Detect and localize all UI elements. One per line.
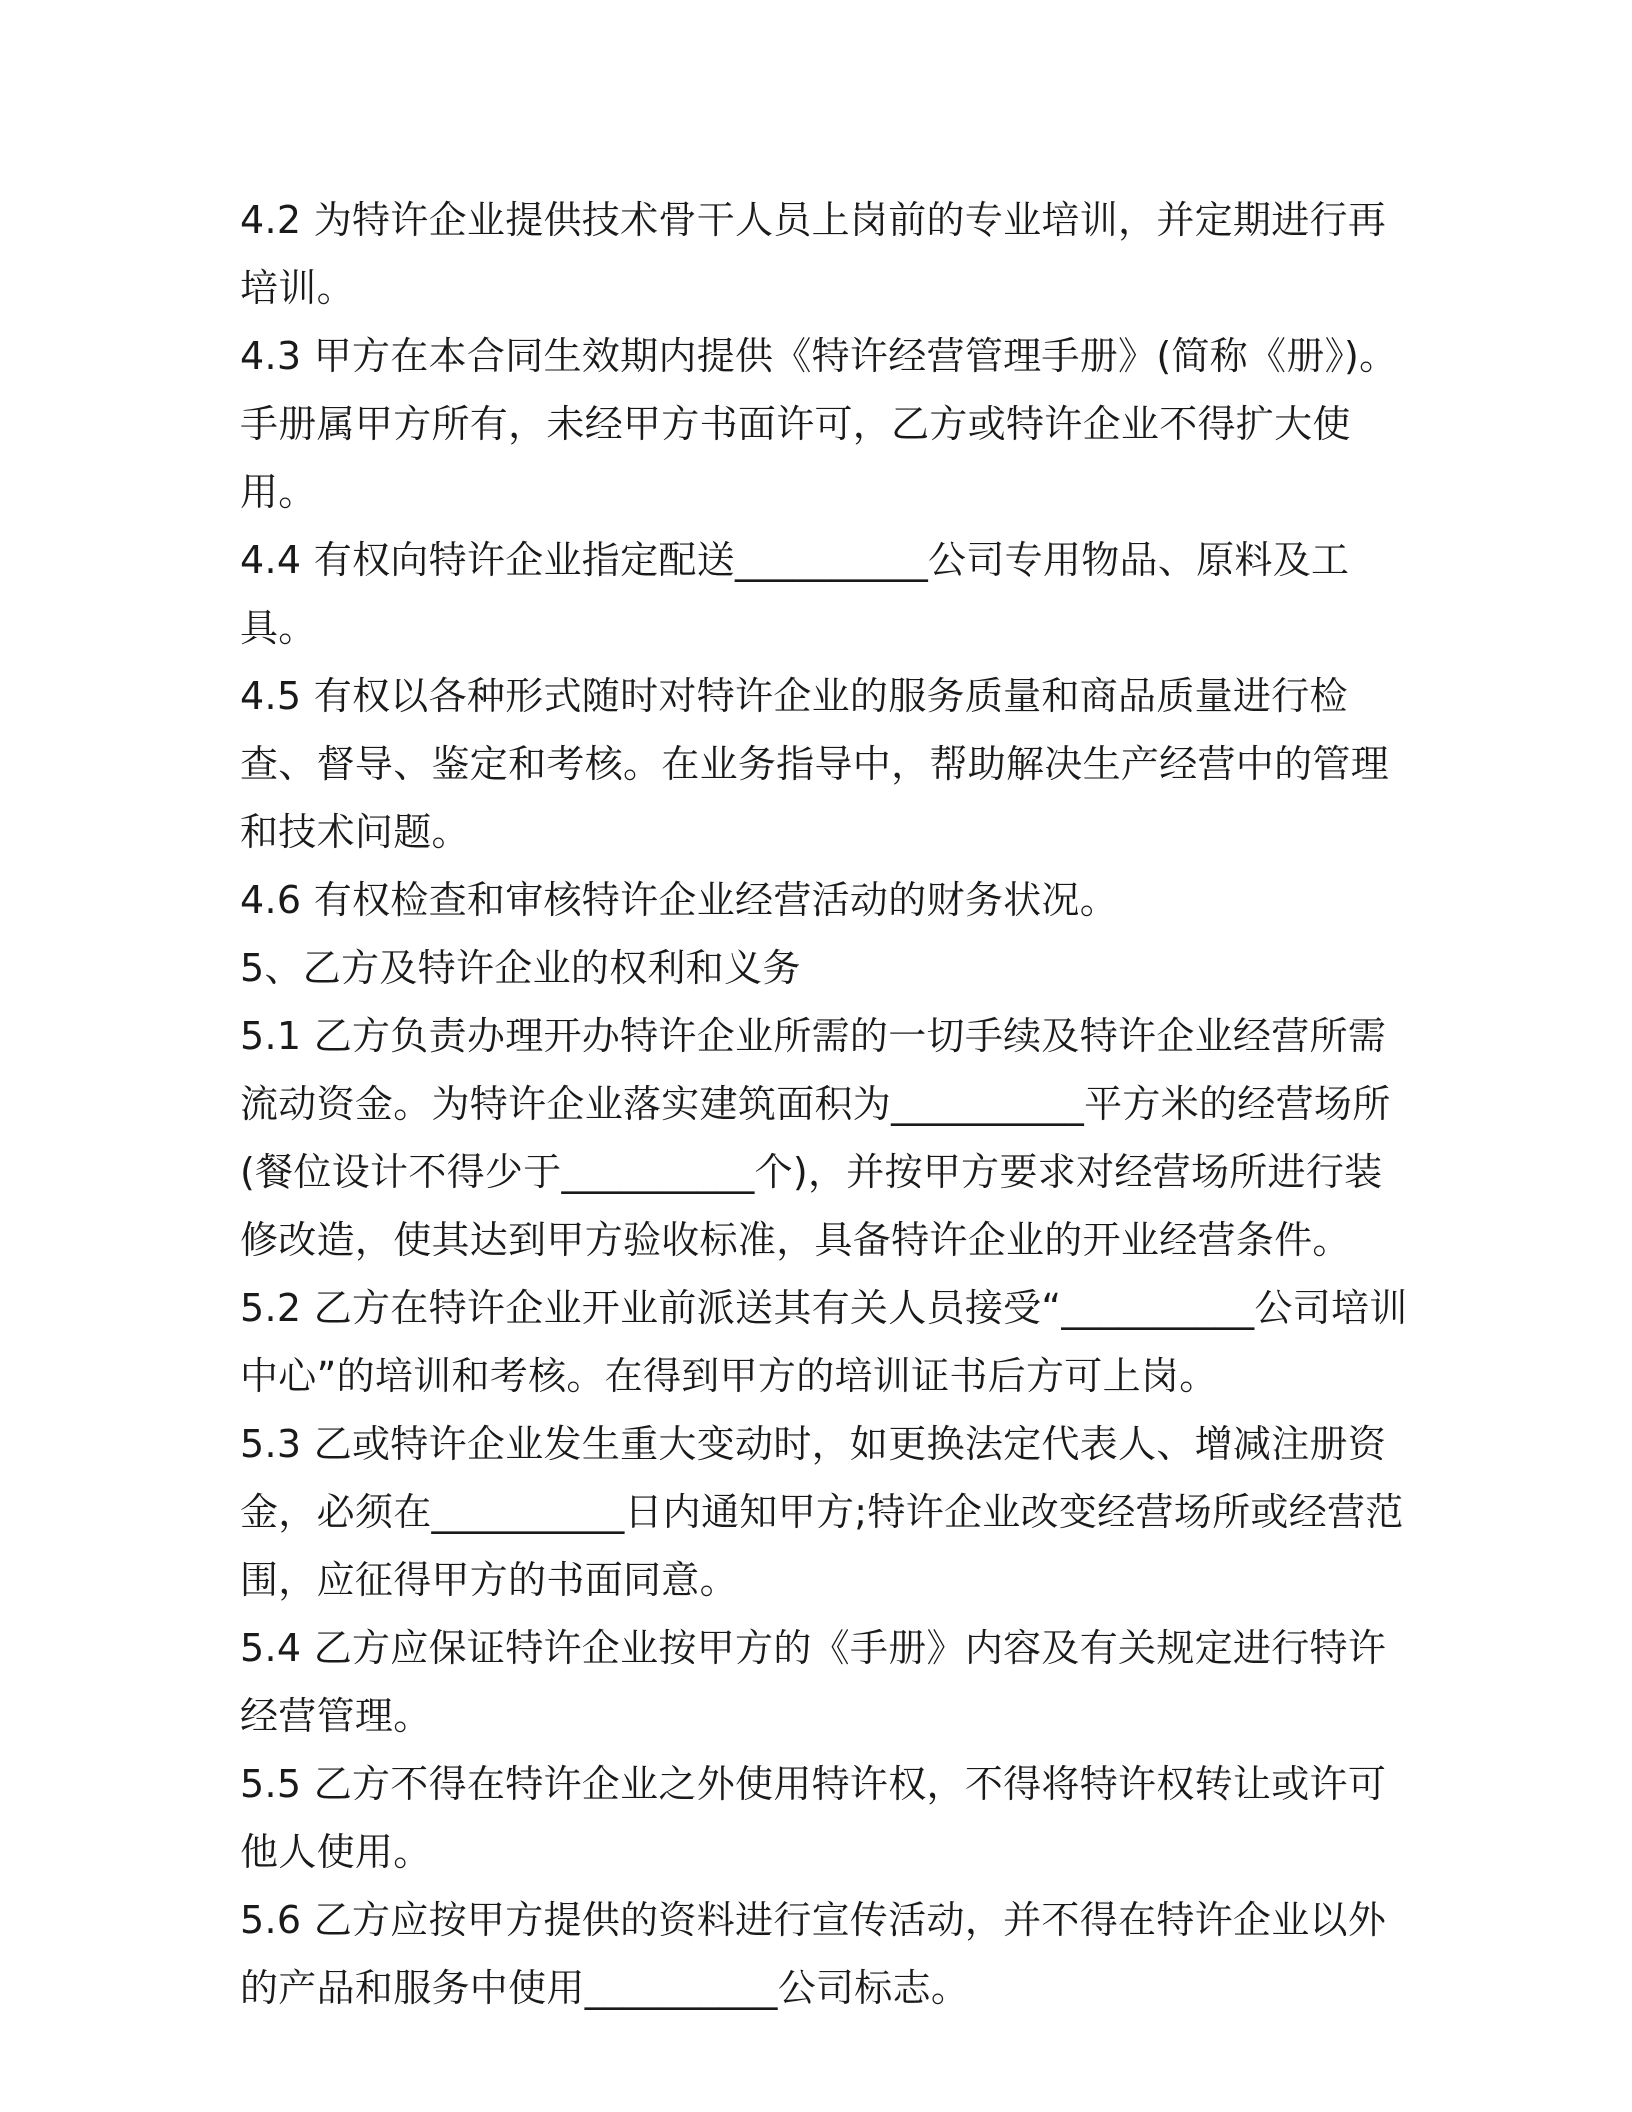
section-5-heading: 5、乙方及特许企业的权利和义务 xyxy=(240,946,801,990)
clause-4-5: 4.5 有权以各种形式随时对特许企业的服务质量和商品质量进行检查、督导、鉴定和考核。在业务指导中，帮助解决生产经营中的管理和技术问题。 xyxy=(240,674,1390,854)
clause-4-2: 4.2 为特许企业提供技术骨干人员上岗前的专业培训，并定期进行再培训。 xyxy=(240,198,1387,310)
clause-5-6: 5.6 乙方应按甲方提供的资料进行宣传活动，并不得在特许企业以外的产品和服务中使用__________公司标志。 xyxy=(240,1898,1387,2010)
clause-5-4: 5.4 乙方应保证特许企业按甲方的《手册》内容及有关规定进行特许经营管理。 xyxy=(240,1626,1387,1738)
clause-5-2: 5.2 乙方在特许企业开业前派送其有关人员接受“__________公司培训中心”的培训和考核。在得到甲方的培训证书后方可上岗。 xyxy=(240,1286,1408,1398)
clause-5-5: 5.5 乙方不得在特许企业之外使用特许权，不得将特许权转让或许可他人使用。 xyxy=(240,1762,1387,1874)
clause-5-1: 5.1 乙方负责办理开办特许企业所需的一切手续及特许企业经营所需流动资金。为特许企业落实建筑面积为__________平方米的经营场所(餐位设计不得少于__________个)，并按甲方要求对经营场所进行装修改造，使其达到甲方验收标准，具备特许企业的开业经营条件。 xyxy=(240,1014,1391,1262)
clause-4-6: 4.6 有权检查和审核特许企业经营活动的财务状况。 xyxy=(240,878,1119,922)
document-body xyxy=(240,186,1420,2022)
clause-4-4: 4.4 有权向特许企业指定配送__________公司专用物品、原料及工具。 xyxy=(240,538,1350,650)
clause-4-3: 4.3 甲方在本合同生效期内提供《特许经营管理手册》(简称《册》)。手册属甲方所有，未经甲方书面许可，乙方或特许企业不得扩大使用。 xyxy=(240,334,1398,514)
clause-5-3: 5.3 乙或特许企业发生重大变动时，如更换法定代表人、增减注册资金，必须在__________日内通知甲方;特许企业改变经营场所或经营范围，应征得甲方的书面同意。 xyxy=(240,1422,1404,1602)
